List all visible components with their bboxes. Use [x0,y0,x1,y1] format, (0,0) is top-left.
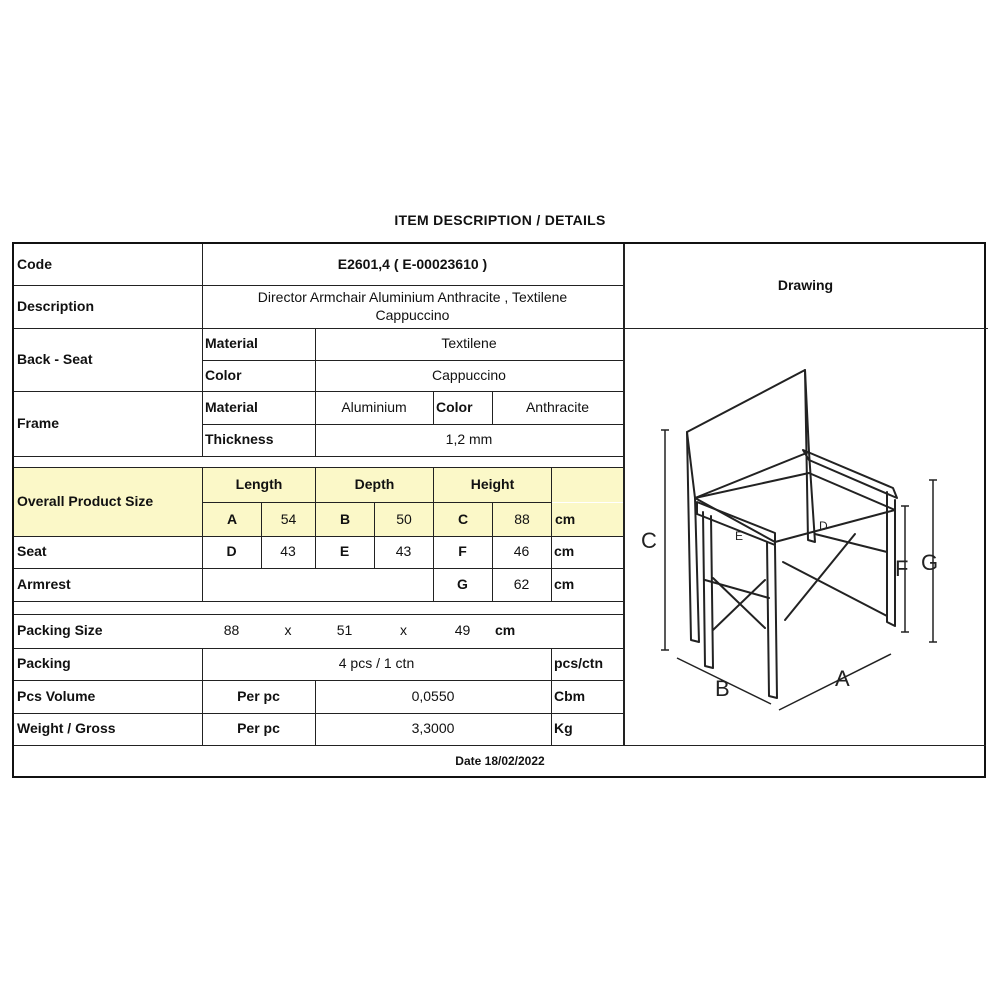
dim-g-label: G [921,550,939,575]
packing-value: 4 pcs / 1 ctn [338,655,415,672]
armrest-g-value: 62 [513,575,530,592]
code-label: Code [17,255,52,272]
dim-c-label: C [641,528,657,553]
seat-f-label: F [458,543,467,560]
frame-label: Frame [17,414,60,431]
seat-d-value: 43 [280,543,296,560]
dim-d-label: D [819,519,828,533]
size-unit: cm [552,503,623,536]
size-b-label: B [316,503,374,536]
chair-outline [687,370,897,698]
weight-value: 3,3000 [411,720,455,737]
armrest-unit: cm [554,575,575,592]
seat-e-value: 43 [395,543,412,560]
depth-header: Depth [316,468,433,502]
packing-size-height: 49 [454,622,471,639]
size-a-value: 54 [262,503,315,536]
back-seat-material-value: Textilene [441,335,497,352]
frame-color-value: Anthracite [525,398,590,415]
description-value [202,285,623,328]
frame-color-label: Color [436,398,473,415]
packing-size-length: 88 [223,622,240,639]
back-seat-color-label: Color [205,366,242,383]
seat-unit: cm [554,543,575,560]
size-a-label: A [203,503,261,536]
sheet-title: ITEM DESCRIPTION / DETAILS [394,212,606,228]
description-line-1: Director Armchair Aluminium Anthracite , Textilene [257,289,568,305]
frame-thickness-label: Thickness [205,431,274,448]
size-c-value: 88 [493,503,551,536]
seat-e-label: E [339,543,350,560]
back-seat-color-value: Cappuccino [432,366,506,383]
pcs-volume-per: Per pc [237,687,280,704]
length-header: Length [203,468,315,502]
size-b-value: 50 [375,503,433,536]
date-footer: Date 18/02/2022 [455,753,545,768]
packing-size-x1: x [284,622,292,639]
dim-f-label: F [895,556,909,581]
packing-size-label: Packing Size [17,622,103,639]
dim-a-label: A [835,666,850,691]
packing-size-unit: cm [495,622,516,639]
drawing-label: Drawing [777,277,834,294]
dim-b-label: B [715,676,730,701]
back-seat-label: Back - Seat [17,350,93,367]
weight-unit: Kg [554,720,573,737]
height-header: Height [434,468,551,502]
seat-f-value: 46 [513,543,530,560]
code-value: E2601,4 ( E-00023610 ) [337,255,488,272]
size-header-blank [552,468,623,502]
seat-label: Seat [17,543,47,560]
pcs-volume-value: 0,0550 [411,687,455,704]
packing-label: Packing [17,655,71,672]
armrest-label: Armrest [17,575,71,592]
packing-unit: pcs/ctn [554,655,604,672]
seat-d-label: D [226,543,237,560]
pcs-volume-unit: Cbm [554,687,586,704]
back-seat-material-label: Material [205,335,258,352]
dim-e-label: E [735,529,744,543]
description-line-2: Cappuccino [375,306,450,323]
chair-drawing [625,330,985,745]
frame-material-value: Aluminium [341,398,407,415]
frame-thickness-value: 1,2 mm [445,431,493,448]
weight-label: Weight / Gross [17,720,116,737]
overall-size-label: Overall Product Size [14,468,202,536]
dimension-letters [641,519,938,701]
armrest-g-label: G [457,575,468,592]
packing-size-x2: x [400,622,407,639]
packing-size-width: 51 [336,622,353,639]
description-label: Description [17,297,95,314]
weight-per: Per pc [237,720,280,737]
pcs-volume-label: Pcs Volume [17,687,96,704]
frame-material-label: Material [205,398,258,415]
size-c-label: C [434,503,492,536]
